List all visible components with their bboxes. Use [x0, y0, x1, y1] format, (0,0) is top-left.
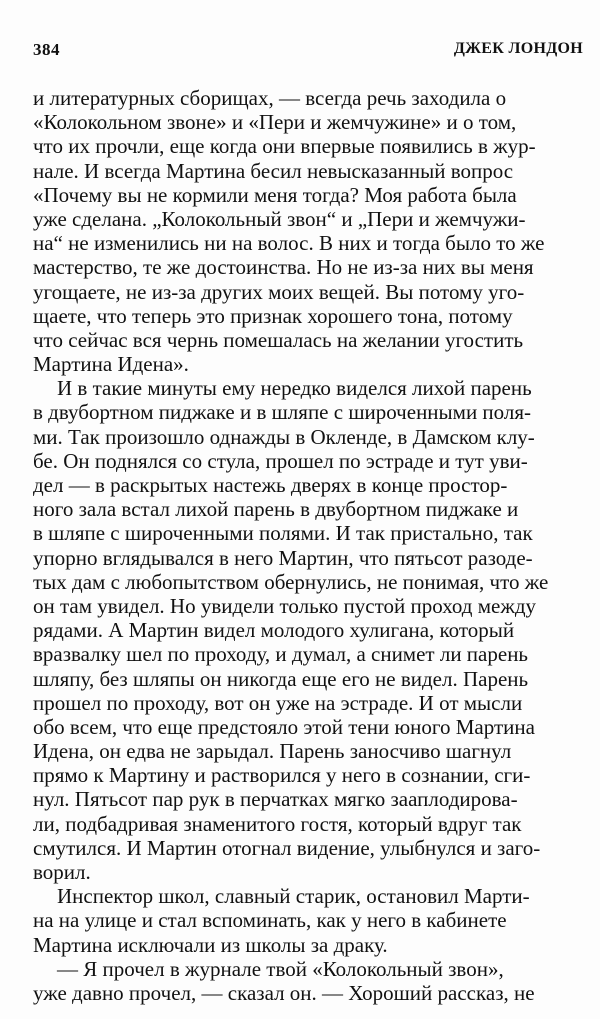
text-line: на“ не изменились ни на волос. В них и тогда было то же: [33, 231, 545, 256]
text-body: [33, 86, 587, 1005]
text-line: уже сделана. „Колокольный звон“ и „Пери и жемчужи-: [33, 206, 526, 231]
text-line: ворил.: [33, 860, 91, 884]
text-line: угощаете, не из-за других моих вещей. Вы потому уго-: [33, 279, 525, 304]
text-line: мастерство, те же достоинства. Но не из-за них вы меня: [33, 255, 534, 280]
running-title: ДЖЕК ЛОНДОН: [453, 40, 583, 57]
text-line: И в такие минуты ему нередко виделся лихой парень: [57, 376, 532, 401]
text-line: ли, подбадривая знаменитого гостя, который вдруг так: [33, 811, 522, 836]
running-head: [33, 40, 583, 62]
text-line: он там увидел. Но увидели только пустой проход между: [33, 593, 537, 618]
text-line: бе. Он поднялся со стула, прошел по эстраде и тут уви-: [33, 448, 528, 473]
paragraph-2: [33, 376, 587, 884]
text-line: Мартина исключали из школы за драку.: [33, 932, 388, 957]
text-line: прошел по проходу, вот он уже на эстраде. И от мысли: [33, 690, 523, 715]
text-line: ми. Так произошло однажды в Окленде, в Дамском клу-: [33, 424, 535, 449]
text-line: «Почему вы не кормили меня тогда? Моя работа была: [33, 182, 517, 207]
paragraph-3: [33, 884, 587, 957]
text-line: обо всем, что еще предстояло этой тени юного Мартина: [33, 714, 535, 739]
text-line: уже давно прочел, — сказал он. — Хороший рассказ, не: [33, 980, 535, 1005]
paragraph-4: [33, 957, 587, 1005]
text-line: на на улице и стал вспоминать, как у него в кабинете: [33, 908, 507, 933]
text-line: упорно вглядывался в него Мартин, что пятьсот разоде-: [33, 545, 533, 570]
text-line: Инспектор школ, славный старик, остановил Марти-: [57, 884, 530, 909]
text-line: дел — в раскрытых настежь дверях в конце простор-: [33, 473, 508, 497]
text-line: ного зала встал лихой парень в двубортном пиджаке и: [33, 497, 519, 522]
text-line: шляпу, без шляпы он никогда еще его не видел. Парень: [33, 666, 529, 691]
text-line: прямо к Мартину и растворился у него в сознании, сги-: [33, 763, 531, 788]
text-line: в шляпе с широченными полями. И так пристально, так: [33, 521, 533, 546]
paragraph-1: [33, 86, 587, 376]
text-line: нале. И всегда Мартина бесил невысказанный вопрос: [33, 158, 514, 183]
text-line: — Я прочел в журнале твой «Колокольный звон»,: [57, 956, 504, 981]
text-line: и литературных сборищах, — всегда речь заходила о: [33, 86, 507, 110]
text-line: Мартина Идена».: [33, 352, 189, 377]
text-line: щаете, что теперь это признак хорошего тона, потому: [33, 303, 513, 328]
text-line: смутился. И Мартин отогнал видение, улыбнулся и заго-: [33, 835, 541, 860]
text-line: в двубортном пиджаке и в шляпе с широченными поля-: [33, 400, 532, 425]
text-line: что их прочли, еще когда они впервые появились в жур-: [33, 134, 536, 159]
page-number: 384: [33, 40, 60, 59]
text-line: что сейчас вся чернь помешалась на желании угостить: [33, 327, 524, 352]
text-line: «Колокольном звоне» и «Пери и жемчужине» и о том,: [33, 110, 517, 135]
text-line: Идена, он едва не зарыдал. Парень заносчиво шагнул: [33, 739, 512, 764]
text-line: рядами. А Мартин видел молодого хулигана, который: [33, 618, 515, 643]
text-line: вразвалку шел по проходу, и думал, а снимет ли парень: [33, 642, 529, 667]
text-line: тых дам с любопытством обернулись, не понимая, что же: [33, 569, 549, 594]
text-line: нул. Пятьсот пар рук в перчатках мягко зааплодирова-: [33, 787, 518, 812]
